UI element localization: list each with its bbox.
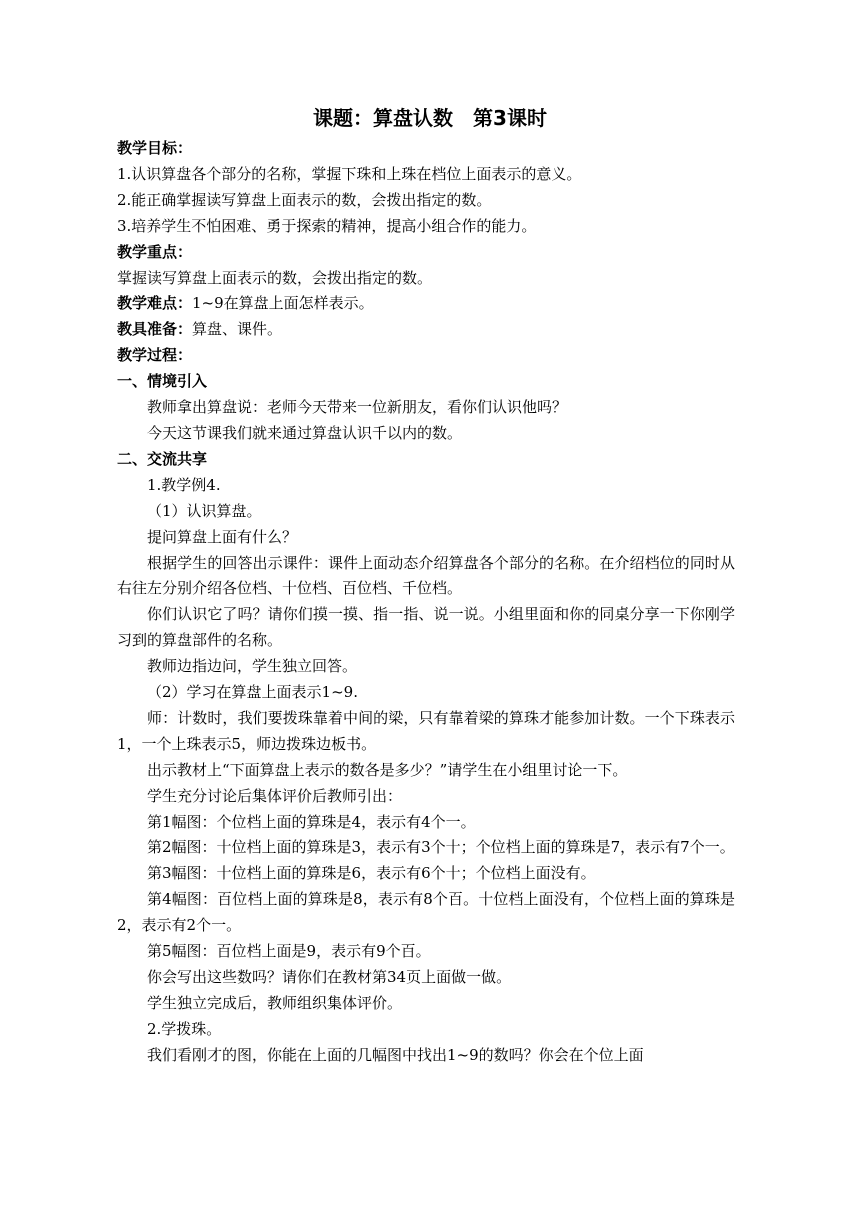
paragraph: 第5幅图：百位档上面是9，表示有9个百。 bbox=[147, 942, 431, 961]
paragraph: 提问算盘上面有什么？ bbox=[147, 527, 298, 546]
section2-heading: 二、交流共享 bbox=[117, 449, 208, 468]
paragraph: 你会写出这些数吗？请你们在教材第34页上面做一做。 bbox=[147, 968, 512, 986]
objective-item: 1.认识算盘各个部分的名称，掌握下珠和上珠在档位上面表示的意义。 bbox=[117, 164, 582, 183]
paragraph: 今天这节课我们就来通过算盘认识千以内的数。 bbox=[147, 423, 463, 442]
difficulty-label: 教学难点： bbox=[117, 294, 193, 313]
materials-label: 教具准备： bbox=[117, 320, 193, 339]
paragraph: 师：计数时，我们要拨珠靠着中间的梁，只有靠着梁的算珠才能参加计数。一个下珠表示1，一个上珠表示5，师边拨珠边板书。 bbox=[117, 708, 735, 753]
paragraph: 学生独立完成后，教师组织集体评价。 bbox=[147, 993, 403, 1012]
materials-line bbox=[117, 317, 735, 343]
section1-heading: 一、情境引入 bbox=[117, 372, 208, 391]
paragraph: 我们看刚才的图，你能在上面的几幅图中找出1~9的数吗？你会在个位上面 bbox=[147, 1045, 644, 1064]
paragraph: 第3幅图：十位档上面的算珠是6，表示有6个十；个位档上面没有。 bbox=[147, 864, 596, 883]
difficulty-text: 1~9在算盘上面怎样表示。 bbox=[192, 294, 374, 313]
paragraph: 教师边指边问，学生独立回答。 bbox=[147, 657, 358, 676]
objective-item: 2.能正确掌握读写算盘上面表示的数，会拨出指定的数。 bbox=[117, 190, 492, 209]
key-points-heading: 教学重点： bbox=[117, 242, 193, 261]
materials-text: 算盘、课件。 bbox=[192, 320, 283, 339]
key-points-text: 掌握读写算盘上面表示的数，会拨出指定的数。 bbox=[117, 268, 433, 287]
paragraph: 第1幅图：个位档上面的算珠是4，表示有4个一。 bbox=[147, 812, 476, 831]
paragraph: （1）认识算盘。 bbox=[147, 501, 262, 520]
paragraph: 学生充分讨论后集体评价后教师引出： bbox=[147, 786, 403, 805]
difficulty-line bbox=[117, 291, 735, 317]
objectives-heading: 教学目标： bbox=[117, 139, 193, 157]
paragraph: 第2幅图：十位档上面的算珠是3，表示有3个十；个位档上面的算珠是7，表示有7个一。 bbox=[147, 838, 735, 857]
paragraph: 1.教学例4. bbox=[147, 475, 221, 494]
paragraph: 根据学生的回答出示课件：课件上面动态介绍算盘各个部分的名称。在介绍档位的同时从右往左分别介绍各位档、十位档、百位档、千位档。 bbox=[117, 553, 735, 598]
paragraph: 2.学拨珠。 bbox=[147, 1019, 222, 1038]
lesson-title: 课题：算盘认数 第3课时 bbox=[313, 106, 547, 130]
process-heading: 教学过程： bbox=[117, 346, 193, 365]
paragraph: 第4幅图：百位档上面的算珠是8，表示有8个百。十位档上面没有，个位档上面的算珠是2，表示有2个一。 bbox=[117, 890, 735, 935]
objective-item: 3.培养学生不怕困难、勇于探索的精神，提高小组合作的能力。 bbox=[117, 216, 537, 235]
paragraph: 你们认识它了吗？请你们摸一摸、指一指、说一说。小组里面和你的同桌分享一下你刚学习到的算盘部件的名称。 bbox=[117, 605, 735, 650]
paragraph: 教师拿出算盘说：老师今天带来一位新朋友，看你们认识他吗？ bbox=[147, 398, 568, 417]
paragraph: （2）学习在算盘上面表示1~9. bbox=[147, 683, 358, 702]
paragraph: 出示教材上“下面算盘上表示的数各是多少？”请学生在小组里讨论一下。 bbox=[147, 760, 628, 779]
lesson-body bbox=[117, 136, 735, 1069]
